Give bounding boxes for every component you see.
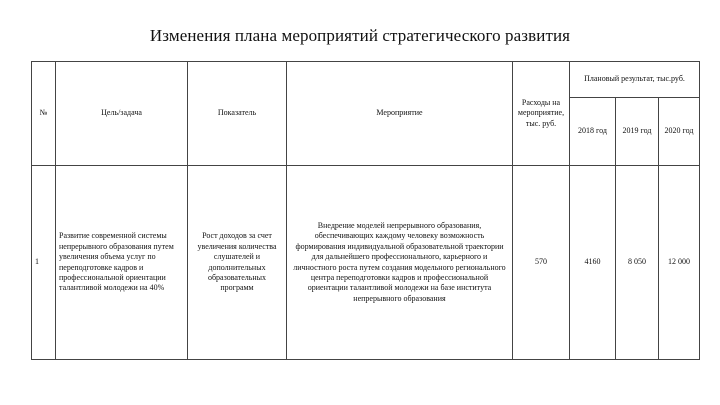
cell-2018: 4160: [570, 166, 616, 360]
page-title: Изменения плана мероприятий стратегического развития: [149, 26, 571, 45]
header-year-2018: 2018 год: [570, 98, 616, 166]
cell-2020: 12 000: [659, 166, 700, 360]
cell-goal: Развитие современной системы непрерывного образования путем увеличения объема услуг по переподготовке кадров и профессиональной ориентации талантливой молодежи на 40%: [56, 166, 188, 360]
header-expenses: Расходы на мероприятие, тыс. руб.: [513, 62, 570, 166]
header-num: №: [32, 62, 56, 166]
cell-event: Внедрение моделей непрерывного образования, обеспечивающих каждому человеку возможность формирования индивидуальной образовательной траектории для дальнейшего профессионального, карьерного и личностного роста путем создания модельного регионального центра переподготовки кадров и профессиональной ориентации талантливой молодежи на базе института непрерывного образования: [287, 166, 513, 360]
header-year-2019: 2019 год: [616, 98, 659, 166]
header-planned-result: Плановый результат, тыс.руб.: [570, 62, 700, 98]
header-indicator: Показатель: [188, 62, 287, 166]
header-year-2020: 2020 год: [659, 98, 700, 166]
cell-indicator: Рост доходов за счет увеличения количества слушателей и дополнительных образовательных программ: [188, 166, 287, 360]
table-row: [32, 166, 700, 360]
strategy-plan-table: [31, 61, 700, 360]
cell-2019: 8 050: [616, 166, 659, 360]
table-header-row: [32, 62, 700, 98]
header-goal: Цель/задача: [56, 62, 188, 166]
header-event: Мероприятие: [287, 62, 513, 166]
cell-num: 1: [32, 166, 56, 360]
cell-expenses: 570: [513, 166, 570, 360]
